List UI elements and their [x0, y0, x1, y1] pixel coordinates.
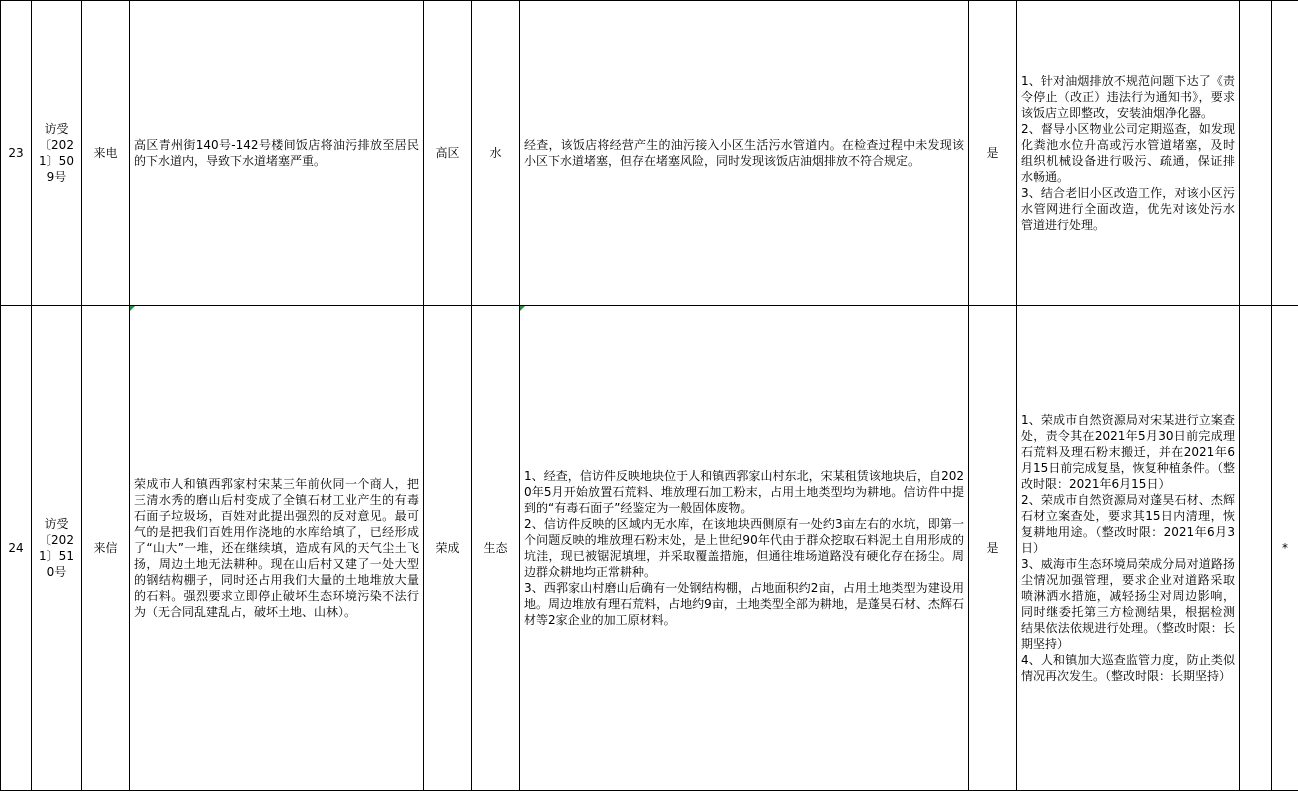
complaint-content — [130, 306, 424, 791]
finding-item: 2、信访件反映的区域内无水库，在该地块西侧原有一处约3亩左右的水坑，即第一个问题反映的堆放理石粉末处，是上世纪90年代由于群众挖取石料泥土自用形成的坑洼，现已被锯泥填埋，并采取覆盖措施，但通往堆场道路没有硬化存在扬尘。周边群众耕地均正常耕种。 — [524, 517, 964, 579]
case-number: 访受〔2021〕510号 — [32, 306, 82, 791]
channel: 来电 — [82, 1, 130, 306]
district: 高区 — [424, 1, 472, 306]
comment-marker-icon — [130, 306, 135, 311]
measure-item: 4、人和镇加大巡查监管力度，防止类似情况再次发生。（整改时限：长期坚持） — [1021, 653, 1235, 683]
extra-column-1 — [1240, 1, 1272, 306]
measure-item: 1、荣成市自然资源局对宋某进行立案查处，责令其在2021年5月30日前完成理石荒料及理石粉末搬迁，并在2021年6月15日前完成复垦，恢复种植条件。（整改时限：2021年6月15日） — [1021, 413, 1235, 491]
rectification-measures — [1017, 306, 1240, 791]
measure-item: 2、荣成市自然资源局对蓬昊石材、杰辉石材立案查处，要求其15日内清理，恢复耕地用途。（整改时限：2021年6月3日） — [1021, 493, 1235, 555]
verified-flag: 是 — [969, 306, 1017, 791]
district: 荣成 — [424, 306, 472, 791]
channel: 来信 — [82, 306, 130, 791]
complaint-content: 高区青州街140号-142号楼间饭店将油污排放至居民的下水道内，导致下水道堵塞严重。 — [130, 1, 424, 306]
row-number: 24 — [1, 306, 32, 791]
measure-item: 2、督导小区物业公司定期巡查，如发现化粪池水位升高或污水管道堵塞，及时组织机械设备进行吸污、疏通，保证排水畅通。 — [1021, 122, 1235, 184]
complaint-text: 荣成市人和镇西郛家村宋某三年前伙同一个商人，把三清水秀的磨山后村变成了全镇石材工业产生的有毒石面子垃圾场，百姓对此提出强烈的反对意见。最可气的是把我们百姓用作浇地的水库给填了，已经形成了“山大”一堆，还在继续填，造成有风的天气尘土飞扬，周边土地无法耕种。现在山后村又建了一处大型的钢结构棚子，同时还占用我们大量的土地堆放大量的石料。强烈要求立即停止破坏生态环境污染不法行为（无合同乱建乱占，破坏土地、山林）。 — [134, 477, 419, 619]
table-row — [1, 1, 1298, 306]
extra-column-2: * — [1272, 306, 1298, 791]
extra-column-1 — [1240, 306, 1272, 791]
rectification-measures — [1017, 1, 1240, 306]
comment-marker-icon — [520, 306, 525, 311]
table-row — [1, 306, 1298, 791]
measure-item: 3、威海市生态环境局荣成分局对道路扬尘情况加强管理，要求企业对道路采取喷淋洒水措施，减轻扬尘对周边影响，同时继委托第三方检测结果，根据检测结果依法依规进行处理。（整改时限：长期坚持） — [1021, 557, 1235, 651]
row-number: 23 — [1, 1, 32, 306]
investigation-findings — [520, 306, 969, 791]
pollution-type: 水 — [472, 1, 520, 306]
verified-flag: 是 — [969, 1, 1017, 306]
case-number: 访受〔2021〕509号 — [32, 1, 82, 306]
investigation-findings: 经查，该饭店将经营产生的油污接入小区生活污水管道内。在检查过程中未发现该小区下水道堵塞，但存在堵塞风险，同时发现该饭店油烟排放不符合规定。 — [520, 1, 969, 306]
measure-item: 1、针对油烟排放不规范问题下达了《责令停止（改正）违法行为通知书》，要求该饭店立即整改，安装油烟净化器。 — [1021, 74, 1235, 120]
measure-item: 3、结合老旧小区改造工作，对该小区污水管网进行全面改造，优先对该处污水管道进行处理。 — [1021, 186, 1235, 232]
finding-item: 1、经查，信访件反映地块位于人和镇西郛家山村东北，宋某租赁该地块后，自2020年5月开始放置石荒料、堆放理石加工粉末，占用土地类型均为耕地。信访件中提到的“有毒石面子”经鉴定为一般固体废物。 — [524, 469, 964, 515]
extra-column-2 — [1272, 1, 1298, 306]
pollution-type: 生态 — [472, 306, 520, 791]
finding-item: 3、西郛家山村磨山后确有一处钢结构棚，占地面积约2亩，占用土地类型为建设用地。周边堆放有理石荒料，占地约9亩，土地类型全部为耕地，是蓬昊石材、杰辉石材等2家企业的加工原材料。 — [524, 581, 964, 627]
